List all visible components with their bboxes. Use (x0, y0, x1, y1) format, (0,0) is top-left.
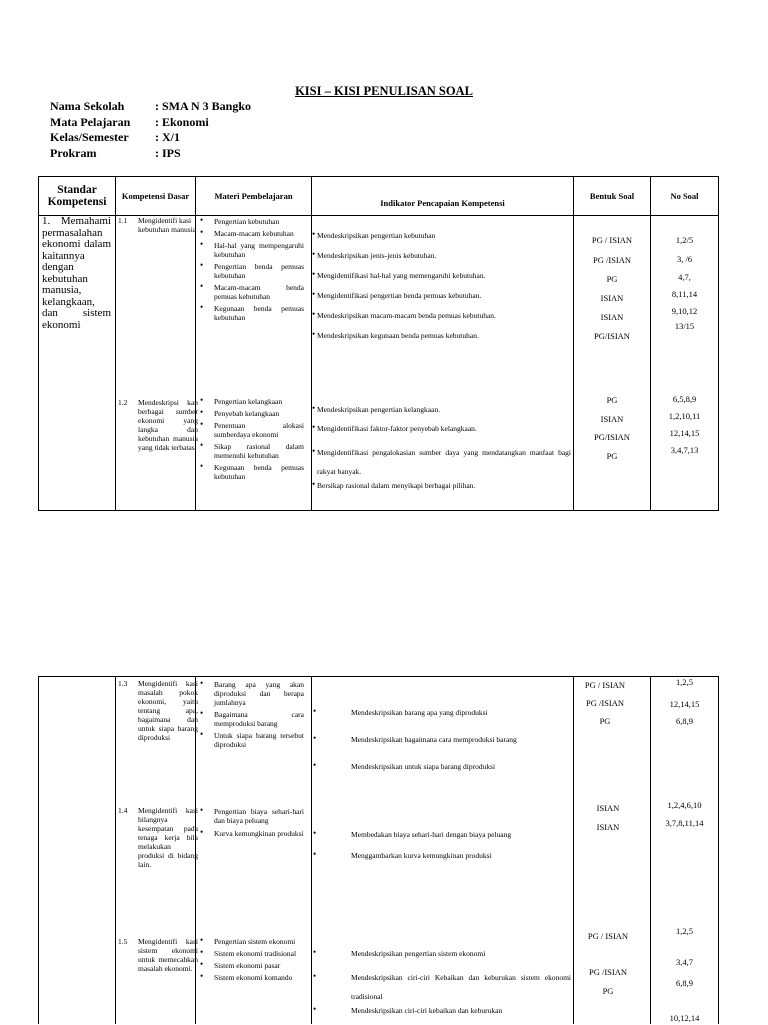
materi-item: • Sistem ekonomi pasar (196, 961, 304, 970)
kd-1-1: 1.1 Mengidentifi kasi kebutuhan manusia (118, 216, 197, 234)
materi-item: • Sikap rasional dalam memenuhi kebutuhan (196, 442, 304, 460)
indikator-item: • Mendeskripsikan kegunaan benda pemuas kebutuhan. (313, 331, 571, 351)
indikator-item: • Mendeskripsikan untuk siapa barang diproduksi (313, 762, 571, 789)
indikator-item: • Mendeskripsikan jenis-jenis kebutuhan. (313, 251, 571, 271)
indikator-item: • Mengidentifikasi pengalokasian sumber daya yang mendatangkan manfaat bagi rakyat banyak. (313, 443, 571, 481)
header-kompetensi-dasar: Kompetensi Dasar (121, 191, 190, 201)
materi-list-1-5 (196, 937, 304, 985)
indikator-item: • Mendeskripsikan pengertian kelangkaan. (313, 405, 571, 424)
materi-item: • Penentuan alokasi sumberdaya ekonomi (196, 421, 304, 439)
kd-1-4: 1.4 Mengidentifi kasi hilangnya kesempatan pada tenaga kerja bila melakukan produksi di bidang lain. (118, 806, 198, 869)
indikator-item: • Mendeskripsikan barang apa yang diproduksi (313, 708, 571, 735)
materi-item: • Barang apa yang akan diproduksi dan berapa jumlahnya (196, 680, 304, 707)
materi-item: • Bagaimana cara memproduksi barang (196, 710, 304, 728)
materi-item: • Pengertian kebutuhan (196, 217, 304, 226)
materi-item: • Sistem ekonomi tradisional (196, 949, 304, 958)
materi-list-1-1 (196, 217, 304, 325)
materi-item: • Pengertian benda pemuas kebutuhan (196, 262, 304, 280)
indikator-item: • Mendeskripsikan bagaimana cara memproduksi barang (313, 735, 571, 762)
indikator-item: • Mengidentifikasi pengertian benda pemuas kebutuhan. (313, 291, 571, 311)
indikator-item: • Mengidentifikasi faktor-faktor penyebab kelangkaan. (313, 424, 571, 443)
indikator-item: • Mendeskripsikan ciri-ciri kebaikan dan keburukan (313, 1006, 571, 1025)
indikator-list-1-2 (313, 405, 571, 500)
materi-item: • Sistem ekonomi komando (196, 973, 304, 982)
indikator-list-1-5 (313, 949, 571, 1025)
materi-item: • Untuk siapa barang tersebut diproduksi (196, 731, 304, 749)
materi-item: • Hal-hal yang mempengaruhi kebutuhan (196, 241, 304, 259)
materi-item: • Macam-macam kebutuhan (196, 229, 304, 238)
document-title: KISI – KISI PENULISAN SOAL (295, 84, 473, 98)
indikator-item: • Mendeskripsikan pengertian kebutuhan (313, 231, 571, 251)
indikator-item: • Mengidentifikasi hal-hal yang memengaruhi kebutuhan. (313, 271, 571, 291)
materi-item: • Penyebab kelangkaan (196, 409, 304, 418)
materi-item: • Kurva kemungkinan produksi (196, 829, 304, 838)
indikator-item: • Mendeskripsikan ciri-ciri Kebaikan dan keburukan sistem ekonomi tradisional (313, 968, 571, 1006)
indikator-list-1-1 (313, 231, 571, 351)
materi-item: • Pengertian sistem ekonomi (196, 937, 304, 946)
kd-1-2: 1.2 Mendeskripsi kan berbagai sumber ekonomi yang langka dan kebutuhan manusia yang tidak terbatas (118, 398, 198, 452)
indikator-item: • Membedakan biaya sehari-hari dengan biaya peluang (313, 830, 571, 851)
header-standar-kompetensi: Standar Kompetensi (47, 184, 107, 208)
indikator-item: • Menggambarkan kurva kemungkinan produksi (313, 851, 571, 872)
standar-kompetensi-text: 1. Memahami permasalahan ekonomi dalam kaitannya dengan kebutuhan manusia, kelangkaan, dan sistem ekonomi (42, 215, 111, 331)
indikator-item: • Mendeskripsikan macam-macam benda pemuas kebutuhan. (313, 311, 571, 331)
materi-item: • Kegunaan benda pemuas kebutuhan (196, 304, 304, 322)
materi-list-1-4 (196, 807, 304, 841)
materi-item: • Kegunaan benda pemuas kebutuhan (196, 463, 304, 481)
indikator-list-1-4 (313, 830, 571, 872)
header-no-soal: No Soal (670, 191, 699, 201)
kd-1-5: 1.5 Mengidentifi kasi sistem ekonomi untuk memecahkan masalah ekonomi. (118, 937, 198, 973)
header-indikator: Indikator Pencapaian Kompetensi (380, 198, 505, 208)
header-materi: Materi Pembelajaran (214, 191, 293, 201)
indikator-item: • Bersikap rasional dalam menyikapi berbagai pilihan. (313, 481, 571, 500)
indikator-list-1-3 (313, 708, 571, 789)
materi-item: • Pengertian biaya sehari-hari dan biaya peluang (196, 807, 304, 825)
indikator-item: • Mendeskripsikan pengertian sistem ekonomi (313, 949, 571, 968)
materi-list-1-2 (196, 397, 304, 484)
materi-item: • Macam-macam benda pemuas kebutuhan (196, 283, 304, 301)
kd-1-3: 1.3 Mengidentifi kasi masalah pokok ekonomi, yaitu tentang apa, bagaimana dan untuk siapa barang diproduksi (118, 679, 198, 742)
header-bentuk-soal: Bentuk Soal (589, 191, 635, 201)
materi-list-1-3 (196, 680, 304, 752)
materi-item: • Pengertian kelangkaan (196, 397, 304, 406)
